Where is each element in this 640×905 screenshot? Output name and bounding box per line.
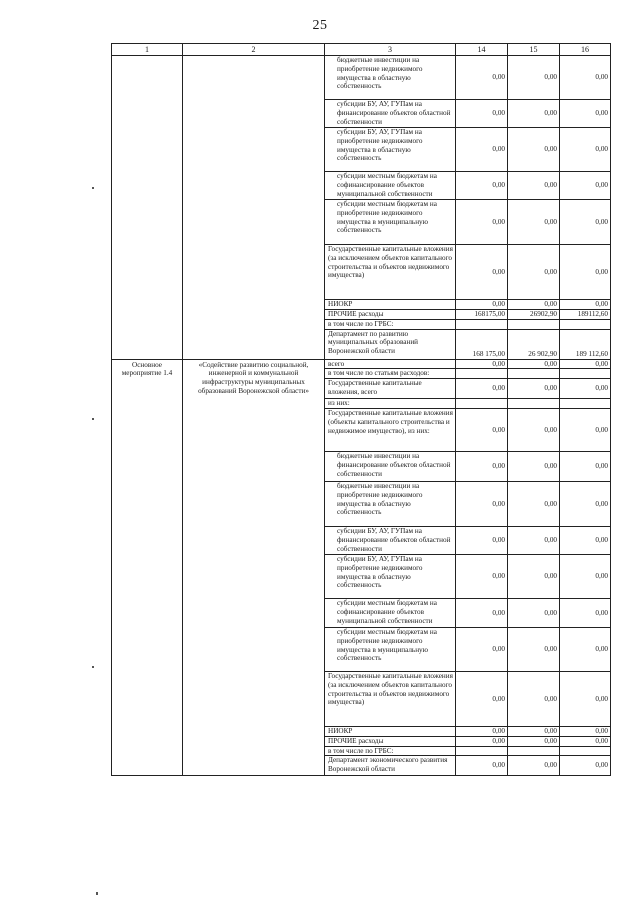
table-header-row <box>112 44 611 56</box>
row-label: в том числе по ГРБС: <box>325 319 456 329</box>
row-label: бюджетные инвестиции на приобретение недвижимого имущества в областную собственность <box>325 481 456 526</box>
cell-v15: 0,00 <box>508 100 560 128</box>
cell-v16: 0,00 <box>560 554 611 598</box>
row-label: Государственные капитальные вложения (за исключением объектов капитального строительства и объектов недвижимого имущества) <box>325 245 456 300</box>
cell-v15: 0,00 <box>508 359 560 369</box>
scan-speck <box>96 892 98 895</box>
cell-v16: 0,00 <box>560 408 611 451</box>
cell-v16: 0,00 <box>560 756 611 776</box>
cell-v15 <box>508 319 560 329</box>
cell-v15: 0,00 <box>508 627 560 671</box>
row-label: из них: <box>325 399 456 409</box>
cell-v16: 0,00 <box>560 245 611 300</box>
header-col-15: 15 <box>508 44 560 56</box>
cell-v16: 0,00 <box>560 598 611 627</box>
cell-v14: 0,00 <box>456 172 508 200</box>
cell-v16: 0,00 <box>560 100 611 128</box>
cell-v14: 0,00 <box>456 359 508 369</box>
row-label: субсидии БУ, АУ, ГУПам на финансирование объектов областной собственности <box>325 100 456 128</box>
cell-v15: 0,00 <box>508 598 560 627</box>
cell-v16 <box>560 399 611 409</box>
row-label: в том числе по ГРБС: <box>325 746 456 756</box>
row-label: субсидии БУ, АУ, ГУПам на приобретение недвижимого имущества в областную собственность <box>325 128 456 172</box>
cell-v14 <box>456 319 508 329</box>
cell-v16: 0,00 <box>560 359 611 369</box>
cell-v14: 0,00 <box>456 756 508 776</box>
cell-v15: 0,00 <box>508 172 560 200</box>
cell-v14: 0,00 <box>456 736 508 746</box>
cell-v15: 26902,90 <box>508 309 560 319</box>
row-label: субсидии местным бюджетам на приобретение недвижимого имущества в муниципальную собственность <box>325 200 456 245</box>
row-label: субсидии БУ, АУ, ГУПам на финансирование объектов областной собственности <box>325 526 456 554</box>
cell-v16 <box>560 319 611 329</box>
row-label: в том числе по статьям расходов: <box>325 369 456 379</box>
cell-v14: 0,00 <box>456 379 508 399</box>
row-label: субсидии местным бюджетам на приобретение недвижимого имущества в муниципальную собственность <box>325 627 456 671</box>
row-label: всего <box>325 359 456 369</box>
cell-v14: 0,00 <box>456 554 508 598</box>
row-label: ПРОЧИЕ расходы <box>325 309 456 319</box>
cell-v16: 0,00 <box>560 172 611 200</box>
header-col-3: 3 <box>325 44 456 56</box>
cell-v16: 0,00 <box>560 451 611 481</box>
header-col-16: 16 <box>560 44 611 56</box>
cell-v16: 0,00 <box>560 128 611 172</box>
row-label: Департамент экономического развития Воронежской области <box>325 756 456 776</box>
cell-v14 <box>456 369 508 379</box>
table-row <box>112 56 611 100</box>
row-label: НИОКР <box>325 726 456 736</box>
cell-v14: 0,00 <box>456 100 508 128</box>
row-label: субсидии местным бюджетам на софинансирование объектов муниципальной собственности <box>325 598 456 627</box>
row-label: ПРОЧИЕ расходы <box>325 736 456 746</box>
cell-v16: 189112,60 <box>560 309 611 319</box>
cell-v16: 0,00 <box>560 300 611 310</box>
cell-v14: 0,00 <box>456 300 508 310</box>
row-label: Департамент по развитию муниципальных образований Воронежской области <box>325 329 456 359</box>
scan-speck <box>92 418 94 420</box>
row-label: субсидии местным бюджетам на софинансирование объектов муниципальной собственности <box>325 172 456 200</box>
header-col-14: 14 <box>456 44 508 56</box>
cell-v16: 189 112,60 <box>560 329 611 359</box>
cell-v16 <box>560 369 611 379</box>
row-label: Государственные капитальные вложения, всего <box>325 379 456 399</box>
cell-v14 <box>456 746 508 756</box>
page-number: 25 <box>312 18 328 33</box>
cell-v15: 0,00 <box>508 756 560 776</box>
budget-table <box>111 43 611 776</box>
cell-v15: 0,00 <box>508 379 560 399</box>
cell-v14: 0,00 <box>456 56 508 100</box>
empty-col-1 <box>112 56 183 360</box>
cell-v15: 0,00 <box>508 671 560 726</box>
cell-v14: 168 175,00 <box>456 329 508 359</box>
header-col-1: 1 <box>112 44 183 56</box>
cell-v14: 0,00 <box>456 627 508 671</box>
cell-v15 <box>508 746 560 756</box>
cell-v14: 0,00 <box>456 726 508 736</box>
row-label: Государственные капитальные вложения (за исключением объектов капитального строительства и объектов недвижимого имущества) <box>325 671 456 726</box>
cell-v14: 0,00 <box>456 481 508 526</box>
cell-v15: 0,00 <box>508 736 560 746</box>
row-label: НИОКР <box>325 300 456 310</box>
empty-col-2 <box>183 56 325 360</box>
cell-v15: 0,00 <box>508 526 560 554</box>
cell-v15: 0,00 <box>508 554 560 598</box>
cell-v16: 0,00 <box>560 736 611 746</box>
cell-v14: 0,00 <box>456 671 508 726</box>
cell-v15: 0,00 <box>508 128 560 172</box>
cell-v15: 0,00 <box>508 300 560 310</box>
table-row <box>112 359 611 369</box>
cell-v14: 0,00 <box>456 245 508 300</box>
cell-v16: 0,00 <box>560 726 611 736</box>
cell-v14: 0,00 <box>456 408 508 451</box>
scan-speck <box>92 666 94 668</box>
cell-v15: 0,00 <box>508 200 560 245</box>
cell-v15: 0,00 <box>508 56 560 100</box>
event-name: «Содействие развитию социальной, инженерной и коммунальной инфраструктуры муниципальных образований Воронежской области» <box>183 359 325 776</box>
cell-v14 <box>456 399 508 409</box>
cell-v15: 0,00 <box>508 245 560 300</box>
cell-v14: 0,00 <box>456 451 508 481</box>
cell-v15: 0,00 <box>508 481 560 526</box>
event-title: Основное мероприятие 1.4 <box>112 359 183 776</box>
scan-speck <box>92 187 94 189</box>
row-label: субсидии БУ, АУ, ГУПам на приобретение недвижимого имущества в областную собственность <box>325 554 456 598</box>
cell-v14: 168175,00 <box>456 309 508 319</box>
cell-v16: 0,00 <box>560 627 611 671</box>
cell-v15: 0,00 <box>508 408 560 451</box>
cell-v16: 0,00 <box>560 379 611 399</box>
header-col-2: 2 <box>183 44 325 56</box>
cell-v14: 0,00 <box>456 526 508 554</box>
row-label: бюджетные инвестиции на приобретение недвижимого имущества в областную собственность <box>325 56 456 100</box>
cell-v14: 0,00 <box>456 200 508 245</box>
cell-v15: 26 902,90 <box>508 329 560 359</box>
cell-v15 <box>508 399 560 409</box>
cell-v15: 0,00 <box>508 726 560 736</box>
cell-v15: 0,00 <box>508 451 560 481</box>
cell-v14: 0,00 <box>456 598 508 627</box>
cell-v16: 0,00 <box>560 481 611 526</box>
cell-v16: 0,00 <box>560 671 611 726</box>
cell-v16: 0,00 <box>560 200 611 245</box>
row-label: бюджетные инвестиции на финансирование объектов областной собственности <box>325 451 456 481</box>
cell-v16 <box>560 746 611 756</box>
cell-v16: 0,00 <box>560 526 611 554</box>
row-label: Государственные капитальные вложения (объекты капитального строительства и недвижимое имущество), из них: <box>325 408 456 451</box>
cell-v16: 0,00 <box>560 56 611 100</box>
cell-v15 <box>508 369 560 379</box>
cell-v14: 0,00 <box>456 128 508 172</box>
